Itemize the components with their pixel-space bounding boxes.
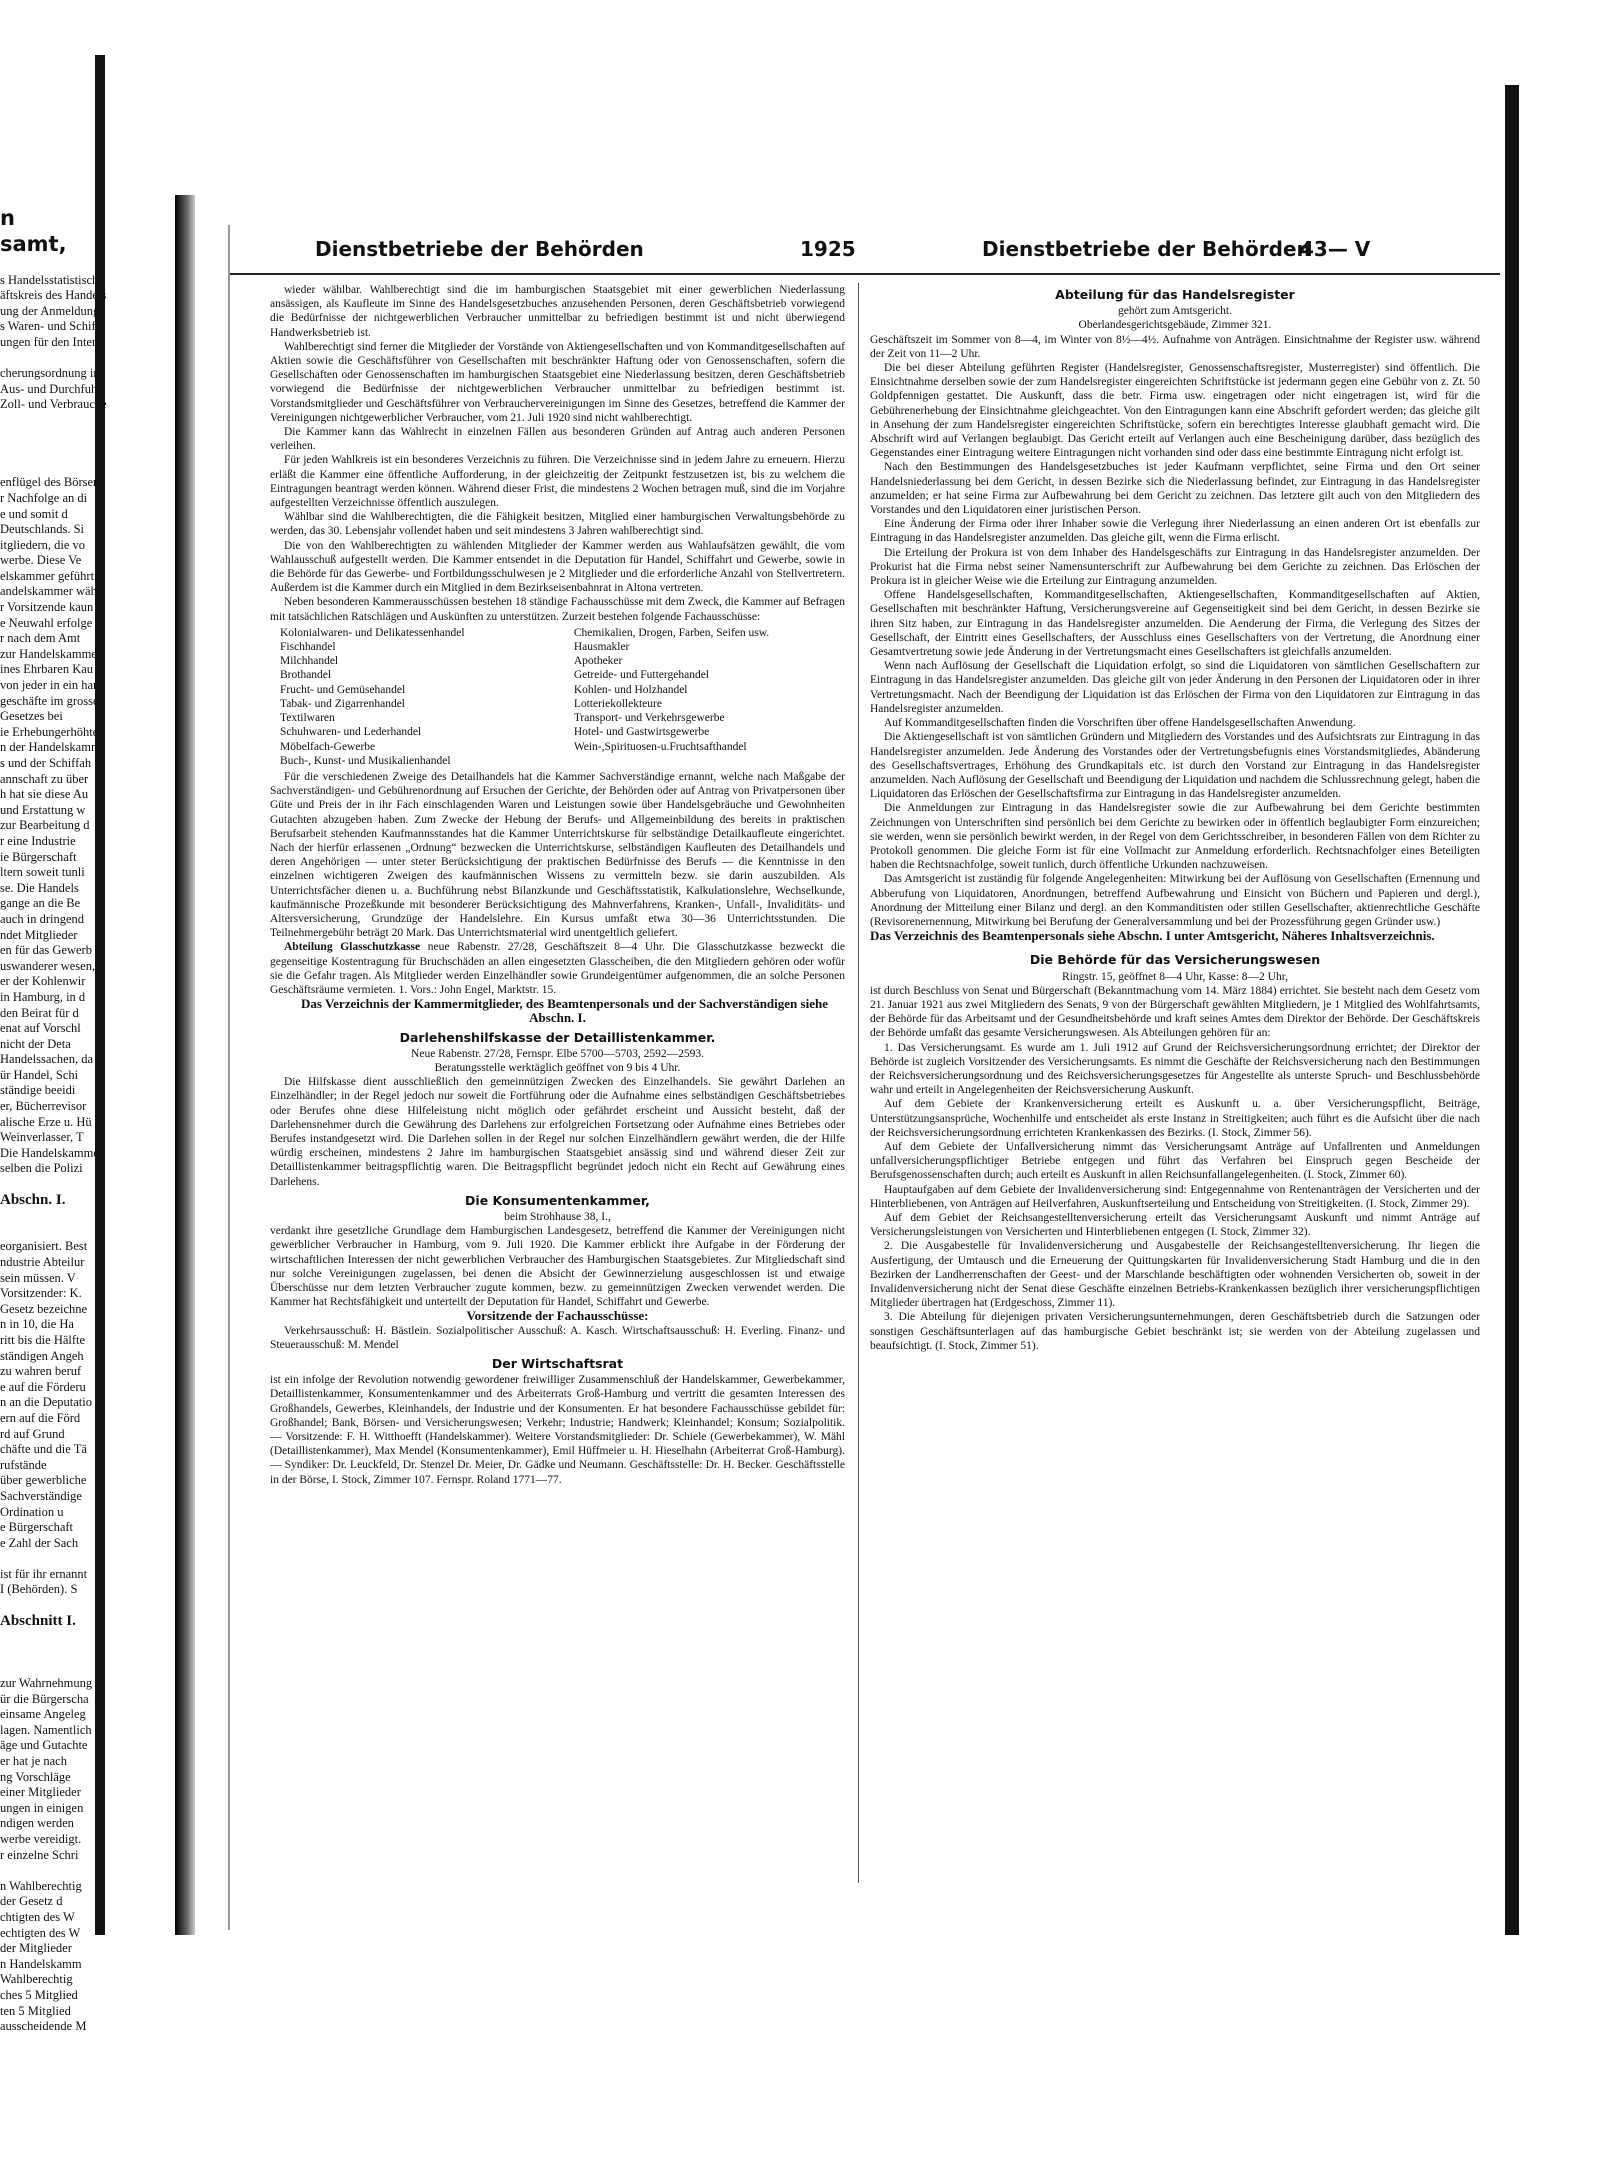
prev-page-line: Zoll- und Verbrauche bbox=[0, 397, 107, 412]
konsum-address: beim Strohhause 38, I., bbox=[504, 1211, 611, 1223]
list-item: Buch-, Kunst- und Musikalienhandel bbox=[280, 754, 451, 767]
prev-page-line: cherungsordnung in bbox=[0, 366, 100, 381]
versicherung-address: Ringstr. 15, geöffnet 8—4 Uhr, Kasse: 8—2 Uhr, bbox=[1062, 970, 1288, 983]
list-item: Transport- und Verkehrsgewerbe bbox=[573, 712, 725, 725]
paragraph: Wählbar sind die Wahlberechtigten, die die Fähigkeit besitzen, Mitglied einer hamburgischen Verwaltungsbehörde zu werden, das 30. Lebensjahr vollendet haben und seit mindestens 3 Jahren wahlberechtigt sind. bbox=[270, 511, 845, 538]
list-item: Getreide- und Futtergehandel bbox=[573, 669, 709, 682]
prev-page-line: se. Die Handels bbox=[0, 880, 79, 895]
handelsregister-title: Abteilung für das Handelsregister bbox=[1055, 287, 1295, 302]
prev-page-line: h hat sie diese Au bbox=[0, 787, 89, 802]
paragraph: Auf dem Gebiete der Unfallversicherung nimmt das Versicherungsamt Anträge auf Unfallrenten und Anmeldungen unfallversicherungspflichtiger Betriebe entgegen und führt das Verfahren bei Einspruch gegen Bescheide der Berufsgenossenschaften durch; auch erteilt es Auskunft in allen Reichsunfallangelegenheiten. (I. Stock, Zimmer 60). bbox=[870, 1140, 1480, 1182]
paragraph: Das Amtsgericht ist zuständig für folgende Angelegenheiten: Mitwirkung bei der Auflösung von Gesellschaften (Ernennung und Abberufung von Liquidatoren, Anordnungen, betreffend Aufbewahrung und Einsicht von Büchern und Papieren und dergl.), Anordnung der Mitteilung einer Bilanz und dergl. an den Kommanditisten oder stillen Gesellschafter, aktienrechtliche Geschäfte (Revisorenernennung, Mitwirkung bei Berufung der Generalversammlung und bei der Prozessführung gegen Gründer usw.) bbox=[870, 873, 1480, 928]
prev-page-line: andelskammer wäh bbox=[0, 584, 97, 599]
prev-page-line: Aus- und Durchfuhr bbox=[0, 381, 102, 396]
paragraph: 1. Das Versicherungsamt. Es wurde am 1. Juli 1912 auf Grund der Reichsversicherungsordnung errichtet; der Direktor der Behörde ist zugleich Vorsitzender des Versicherungsamts. Es nimmt die Geschäfte der Reichsversicherung nach den Bestimmungen der Reichsversicherungsordnung und des Reichsversicherungsgesetzes für Angestellte als unterste Spruch- und Beschlussbehörde wahr und erteilt in Angelegenheiten der Reichsversicherung Auskunft. bbox=[870, 1041, 1480, 1097]
wirtschaftsrat-title: Der Wirtschaftsrat bbox=[491, 1356, 624, 1372]
prev-page-line: er, Bücherrevisor bbox=[0, 1099, 87, 1114]
prev-page-line: en für das Gewerb bbox=[0, 943, 92, 958]
document-page bbox=[228, 225, 1500, 1930]
list-item: Wein-,Spirituosen-u.Fruchtsafthandel bbox=[573, 740, 747, 753]
paragraph: Offene Handelsgesellschaften, Kommanditgesellschaften, Aktiengesellschaften, Kommanditgesellschaften auf Aktien, Gesellschaften mit beschränkter Haftung, Versicherungsvereine auf Gegenseitigkeit sind bei dem Gericht, in dessen Bezirke sie ihren Sitz haben, zur Eintragung in das Handelsregister anzumelden. Die Aenderung der Firma, die Verlegung des Sitzes der Gesellschaft, der Eintritt eines Gesellschafters, der Ausschluss eines Gesellschafters von der Vertretung, die Anordnung einer Gesamtvertretung sowie jede Änderung in der Vertretungsmacht eines Gesellschafters ist gleichfalls anzumelden. bbox=[870, 589, 1480, 659]
prev-page-line: zu wahren beruf bbox=[0, 1364, 82, 1379]
paragraph: 2. Die Ausgabestelle für Invalidenversicherung und Ausgabestelle der Reichsangestelltenversicherung. Ihr liegen die Ausfertigung, der Umtausch und die Erneuerung der Quittungskarten für Invalidenversicherung Stadt Hamburg und die in den Bezirken der Landherrenschaften der Geest- und der Marschlande beschäftigten oder wohnenden Versicherten ob, soweit in der Invalidenversicherung nicht der Senat diese Geschäfte einzelnen Betriebs-Krankenkassen bezüglich ihrer versicherungspflichtigen Mitglieder übertragen hat (Erdgeschoss, Zimmer 11). bbox=[870, 1240, 1480, 1310]
prev-page-line: ines Ehrbaren Kau bbox=[0, 662, 94, 677]
paragraph: Die Kammer kann das Wahlrecht in einzelnen Fällen aus besonderen Gründen auf Antrag auch anderen Personen verleihen. bbox=[270, 426, 845, 453]
prev-page-line: Abschn. I. bbox=[0, 1191, 66, 1208]
vorsitzende-title: Vorsitzende der Fachausschüsse: bbox=[466, 1308, 649, 1324]
prev-page-line: Gesetz bezeichne bbox=[0, 1301, 88, 1316]
paragraph: Auf dem Gebiete der Krankenversicherung erteilt es Auskunft u. a. über Versicherungspflicht, Beiträge, Unterstützungsansprüche, Wochenhilfe und entscheidet als erste Instanz in Streitigkeiten; auch führt es die Aufsicht über die nach der Reichsversicherungsordnung errichteten Krankenkassen des Bezirks. (I. Stock, Zimmer 56). bbox=[870, 1098, 1480, 1139]
paragraph: Die bei dieser Abteilung geführten Register (Handelsregister, Genossenschaftsregister, Musterregister) sind öffentlich. Die Einsichtnahme derselben sowie der zum Handelsregister eingereichten Schriftstücke ist jedermann gegen eine Gebühr von z. Zt. 50 Goldpfennigen gestattet. Die Auskunft, dass die betr. Firma usw. eingetragen oder nicht eingetragen ist, wird für die Gebührenerhebung der Einsichtnahme gleichgeachtet. Von den Eintragungen kann eine Abschrift gefordert werden; das gleiche gilt in Ansehung der zum Handelsregister eingereichten Schriftstücke, sofern ein berechtigtes Interesse glaubhaft gemacht wird. Die Abschrift wird auf Verlangen beglaubigt. Das Gericht erteilt auf Verlangen auch eine Bescheinigung darüber, dass bezüglich des Gegenstandes einer Eintragung weitere Eintragungen nicht vorhanden sind oder dass eine bestimmte Eintragung nicht erfolgt ist. bbox=[870, 362, 1480, 460]
prev-page-line: selben die Polizi bbox=[0, 1161, 83, 1176]
prev-page-line: r Nachfolge an di bbox=[0, 490, 88, 505]
prev-page-line bbox=[0, 1629, 175, 1645]
prev-page-line: der Gesetz d bbox=[0, 1894, 63, 1909]
fachausschuesse-list bbox=[280, 626, 845, 768]
prev-page-line bbox=[0, 413, 175, 429]
list-item: Lotteriekollekteure bbox=[573, 697, 662, 710]
prev-page-line: e Neuwahl erfolge bbox=[0, 615, 93, 630]
prev-page-line: ungen für den Inter bbox=[0, 334, 97, 349]
running-head-year: 1925 bbox=[800, 237, 856, 261]
prev-page-line: Gesetzes bei bbox=[0, 709, 63, 724]
paragraph: 3. Die Abteilung für diejenigen privaten Versicherungsunternehmungen, deren Geschäftsbetrieb durch die Satzungen oder sonstigen Geschäftsunterlagen auf das hamburgische Gebiet beschränkt ist; sie werden von der Abteilung zugelassen und beaufsichtigt. (I. Stock, Zimmer 51). bbox=[870, 1311, 1480, 1352]
prev-page-line: ern auf die Förd bbox=[0, 1410, 81, 1425]
prev-page-line: chäfte und die Tä bbox=[0, 1442, 87, 1457]
versicherung-intro: ist durch Beschluss von Senat und Bürgerschaft (Bekanntmachung vom 14. März 1884) errichtet. Sie besteht nach dem Gesetz vom 21. Januar 1921 aus zwei Mitgliedern des Senats, 9 von der Bürgerschaft gewählten Mitgliedern, je 1 Mitglied des Wohlfahrtsamts, der Behörde für das Arbeitsamt und der Gesundheitsbehörde und kraft seines Amtes dem Direktor der Behörde. Der Geschäftskreis der Behörde umfaßt das gesamte Versicherungswesen. Als Abteilungen gehören für an: bbox=[870, 984, 1480, 1040]
list-item: Hotel- und Gastwirtsgewerbe bbox=[573, 726, 710, 739]
prev-page-line: ie Bürgerschaft bbox=[0, 849, 77, 864]
prev-page-line: gange an die Be bbox=[0, 896, 81, 911]
prev-page-line: itgliedern, die vo bbox=[0, 537, 86, 552]
list-item: Brothandel bbox=[280, 669, 332, 682]
prev-page-line: ständigen Angeh bbox=[0, 1348, 84, 1363]
prev-page-line: ches 5 Mitglied bbox=[0, 1987, 78, 2002]
prev-page-line: e auf die Förderu bbox=[0, 1379, 86, 1394]
prev-page-line: n an die Deputatio bbox=[0, 1395, 92, 1410]
paragraph: Die Aktiengesellschaft ist von sämtlichen Gründern und Mitgliedern des Vorstandes und des Aufsichtsrats zur Eintragung in das Handelsregister anzumelden. Jede Änderung des Vorstandes oder der Vertretungsbefugnis eines Vorstandsmitgliedes, Abänderung des Gesellschaftsvertrages, Erhöhung des Grundkapitals etc. ist durch den Vorstand zur Eintragung in das Handelsregister anzumelden. Nach Auflösung der Gesellschaft und Beendigung der Liquidation und nachdem die Schlussrechnung gelegt, haben die Liquidatoren das Erlöschen der Gesellschaftsfirma zur Eintragung in das Handelsregister anzumelden. bbox=[870, 731, 1480, 801]
handelsregister-hours: Geschäftszeit im Sommer von 8—4, im Winter von 8½—4½. Aufnahme von Anträgen. Einsichtnahme der Register usw. während der Zeit von 11—2 Uhr. bbox=[870, 333, 1480, 360]
prev-page-line bbox=[0, 351, 175, 367]
prev-page-line: r nach dem Amt bbox=[0, 631, 81, 646]
previous-page-fragment bbox=[0, 205, 175, 2034]
right-column bbox=[870, 283, 1480, 1903]
handelsregister-paragraphs bbox=[870, 361, 1480, 929]
list-item: Möbelfach-Gewerbe bbox=[280, 740, 376, 753]
prev-page-line: n Handelskamm bbox=[0, 1956, 82, 1971]
paragraph: Neben besonderen Kammerausschüssen bestehen 18 ständige Fachausschüsse mit dem Zweck, die Kammer auf Befragen mit tatsächlichen Ratschlägen und Auskünften zu unterstützen. Zurzeit bestehen folgende Fachausschüsse: bbox=[270, 596, 845, 623]
sachverstaendige-paragraph bbox=[270, 770, 845, 940]
prev-page-line: r einzelne Schri bbox=[0, 1847, 79, 1862]
paragraph: Nach den Bestimmungen des Handelsgesetzbuches ist jeder Kaufmann verpflichtet, seine Firma und den Ort seiner Handelsniederlassung bei dem Gericht, in dessen Bezirke sich die Niederlassung befindet, zur Eintragung in das Handelsregister anzumelden; er hat seine Firma zur Aufbewahrung bei dem Gericht zu zeichnen. Das letztere gilt auch von den Mitgliedern des Vorstandes und den Liquidatoren einer juristischen Person. bbox=[870, 461, 1480, 517]
prev-page-line: und Erstattung w bbox=[0, 802, 86, 817]
prev-page-line: Deutschlands. Si bbox=[0, 522, 85, 537]
page-number: 43— V bbox=[1300, 237, 1371, 261]
handelsregister-sub1: gehört zum Amtsgericht. bbox=[1117, 305, 1233, 318]
prev-page-line: e Bürgerschaft bbox=[0, 1520, 74, 1535]
prev-page-line: Vorsitzender: K. bbox=[0, 1286, 82, 1301]
list-item: Frucht- und Gemüsehandel bbox=[280, 683, 406, 696]
prev-page-line: Die Handelskamme bbox=[0, 1145, 99, 1160]
prev-page-line bbox=[0, 1660, 175, 1676]
prev-page-line: er der Kohlenwir bbox=[0, 974, 86, 989]
darlehens-address: Neue Rabenstr. 27/28, Fernspr. Elbe 5700—5703, 2592—2593. bbox=[411, 1047, 704, 1060]
prev-page-line: r eine Industrie bbox=[0, 833, 76, 848]
prev-page-line: I (Behörden). S bbox=[0, 1582, 78, 1597]
prev-page-line bbox=[0, 1224, 175, 1240]
prev-page-line: Handelssachen, da bbox=[0, 1052, 94, 1067]
prev-page-line bbox=[0, 460, 175, 476]
prev-page-line: ür Handel, Schi bbox=[0, 1067, 79, 1082]
prev-page-line: s und der Schiffah bbox=[0, 756, 92, 770]
konsum-text: verdankt ihre gesetzliche Grundlage dem Hamburgischen Landesgesetz, betreffend die Kammer der Vereinigungen nicht gewerblicher Verbraucher in Hamburg, vom 9. Juli 1920. Die Kammer erblickt ihre Aufgabe in der Förderung der wirtschaftlichen Interessen der nicht gewerblichen Verbraucher des Hamburgischen Staatsgebietes. Zur Mitgliedschaft sind nur solche Vereinigungen zugelassen, bei denen die Absicht der Gewinnerzielung ausgeschlossen ist und etwaige Überschüsse nur dem letzten Verbraucher zugute kommen, bezw. zu gemeinnützigen Zwecken verwendet werden. Die Kammer hat Rechtsfähigkeit und unterteilt der Deputation für Handel, Schiffahrt und Gewerbe. bbox=[270, 1225, 845, 1309]
prev-page-line: echtigten des W bbox=[0, 1925, 81, 1940]
prev-page-line bbox=[0, 444, 175, 460]
vorsitzende-text: Verkehrsausschuß: H. Bästlein. Sozialpolitischer Ausschuß: A. Kasch. Wirtschaftsausschuß: H. Everling. Finanz- und Steuerausschuß: M. Mendel bbox=[270, 1324, 845, 1351]
list-item: Tabak- und Zigarrenhandel bbox=[280, 697, 406, 710]
list-item: Hausmakler bbox=[573, 641, 630, 654]
prev-page-line: geschäfte im grossen bbox=[0, 693, 105, 708]
paragraph: Auf Kommanditgesellschaften finden die Vorschriften über offene Handelsgesellschaften Anwendung. bbox=[884, 717, 1356, 730]
list-item: Apotheker bbox=[573, 655, 623, 668]
running-head bbox=[230, 225, 1500, 275]
column-separator bbox=[858, 283, 859, 1883]
prev-page-line: über gewerbliche bbox=[0, 1473, 87, 1488]
paragraph: Die Anmeldungen zur Eintragung in das Handelsregister sowie die zur Aufbewahrung bei dem Gerichte bestimmten Zeichnungen von Unterschriften sind persönlich bei dem Gerichte zu bewirken oder in öffentlich beglaubigter Form einzureichen; sie werden, wenn sie persönlich bewirkt werden, in der Regel von dem Gerichtsschreiber, in besonderen Fällen von dem Richter zu Protokoll genommen. Die gleiche Form ist für eine Vollmacht zur Anmeldung erforderlich. Rechtsnachfolger eines Beteiligten haben die Rechtsnachfolge, soweit tunlich, durch öffentliche Urkunden nachzuweisen. bbox=[870, 802, 1480, 872]
list-item: Schuhwaren- und Lederhandel bbox=[280, 726, 422, 739]
prev-page-line: uswanderer wesen, bbox=[0, 958, 96, 973]
darlehens-title: Darlehenshilfskasse der Detaillistenkammer. bbox=[399, 1029, 716, 1045]
prev-page-line: ndet Mitglieder bbox=[0, 927, 78, 942]
konsum-title: Die Konsumentenkammer, bbox=[465, 1192, 650, 1208]
prev-page-line: e und somit d bbox=[0, 506, 68, 521]
prev-page-line bbox=[0, 1551, 175, 1567]
prev-page-line: chtigten des W bbox=[0, 1909, 75, 1924]
prev-page-line: Wahlberechtig bbox=[0, 1972, 73, 1987]
prev-page-line: alische Erze u. Hü bbox=[0, 1114, 92, 1129]
prev-page-line: ng Vorschläge bbox=[0, 1769, 71, 1784]
handelsregister-sub2: Oberlandesgerichtsgebäude, Zimmer 321. bbox=[1078, 319, 1272, 332]
versicherung-title: Die Behörde für das Versicherungswesen bbox=[1029, 952, 1321, 968]
prev-page-line: n in 10, die Ha bbox=[0, 1317, 74, 1332]
prev-page-line: samt, bbox=[0, 232, 67, 256]
prev-page-line: zur Bearbeitung d bbox=[0, 818, 90, 833]
darlehens-text: Die Hilfskasse dient ausschließlich den gemeinnützigen Zwecken des Einzelhandels. Sie gewährt Darlehen an Einzelhändler; in der Regel jedoch nur soweit die Fortführung oder die Aufnahme eines selbständigen Geschäftsbetriebes oder Berufes ohne diese Hilfeleistung nicht möglich oder gefährdet erscheint und Aussicht besteht, daß der Darlehensnehmer durch die Gewährung des Darlehens zur erfolgreichen Fortsetzung oder Aufnahme eines Betriebes oder Berufes instandgesetzt wird. Die Darlehen sollen in der Regel nur solchen Einzelhändlern gewährt werden, die der Hilfe würdig erscheinen, mindestens 2 Jahre im hamburgischen Staatsgebiet ansässig sind und während dieser Zeit zur Detaillistenkammer beitragspflichtig waren. Die Beitragspflicht begründet jedoch nicht ein Recht auf Gewährung eines Darlehens. bbox=[270, 1076, 845, 1188]
glasschutz-text: neue Rabenstr. 27/28, Geschäftszeit 8—4 Uhr. Die Glasschutzkasse bezweckt die gegenseitige Kostentragung für Bruchschäden an allen eingesetzten Glasscheiben, die den Mitgliedern gehören oder wofür sie die Gefahr tragen. Als Mitglieder werden Einzelhändler sowie Grundeigentümer aufgenommen, die an solche Personen Geschäftsräume vermieten. 1. Vors.: John Engel, Marktstr. 15. bbox=[270, 941, 846, 996]
glasschutz-paragraph bbox=[270, 940, 845, 997]
prev-page-line: ungen in einigen bbox=[0, 1800, 84, 1815]
prev-page-line: Weinverlasser, T bbox=[0, 1130, 84, 1145]
prev-page-line: rufstände bbox=[0, 1457, 47, 1472]
paragraph: Für die verschiedenen Zweige des Detailhandels hat die Kammer Sachverständige ernannt, welche nach Maßgabe der Sachverständigen- und Gebührenordnung auf Ersuchen der Gerichte, der Behörden oder auf Antrag von Privatpersonen über Güte und Preis der in ihr Fach einschlagenden Waren und Leistungen sowie über Handelsgebräuche und Gewohnheiten Gutachten abzugeben haben. Zum Zwecke der Hebung der Berufs- und Allgemeinbildung des bereits in praktischen Berufsarbeit stehenden Kaufmannsstandes hat die Kammer Unterrichtskurse für selbständige Detailkaufleute eingerichtet. Nach der hierfür erlassenen „Ordnung“ bezwecken die Unterrichtskurse, selbständigen Kaufleuten des Detailhandels und deren Angehörigen — unter steter Berücksichtigung der praktischen Bedürfnisse des Berufs — die Kenntnisse in den einzelnen wichtigeren Zweigen des kaufmännischen Wissens zu vermitteln bezw. sie darin auszubilden. Als Unterrichtsfächer dienen u. a. Buchführung nebst Bilanzkunde und Geschäftsstatistik, Kalkulationslehre, Wechselkunde, kaufmännische Prozeßkunde mit besonderer Berücksichtigung des Mahnverfahrens, Kranken-, Unfall-, Invaliditäts- und Altersversicherung, Grundzüge der Handelslehre. Ein Kursus umfaßt etwa 30—36 Unterrichtsstunden. Die Teilnehmergebühr beträgt 20 Mark. Das Unterrichtsmaterial wird unentgeltlich geliefert. bbox=[270, 770, 845, 940]
list-item: Kohlen- und Holzhandel bbox=[573, 683, 688, 696]
prev-page-line: e Zahl der Sach bbox=[0, 1535, 79, 1550]
prev-page-line: den Beirat für d bbox=[0, 1005, 79, 1020]
prev-page-line: in Hamburg, in d bbox=[0, 989, 86, 1004]
prev-page-line: rd auf Grund bbox=[0, 1426, 65, 1441]
prev-page-line: n bbox=[0, 206, 15, 230]
prev-page-line bbox=[0, 257, 175, 273]
running-head-right: Dienstbetriebe der Behörden bbox=[982, 237, 1311, 261]
book-spine-shadow bbox=[175, 195, 195, 1935]
prev-page-line: lagen. Namentlich i bbox=[0, 1722, 99, 1737]
paragraph: Eine Änderung der Firma oder ihrer Inhaber sowie die Verlegung ihrer Niederlassung an einen anderen Ort ist ebenfalls zur Eintragung in das Handelsregister anzumelden. Das gleiche gilt, wenn die Firma erlischt. bbox=[870, 518, 1480, 545]
prev-page-line: ndustrie Abteilur bbox=[0, 1255, 85, 1269]
prev-page-line: Ordination u bbox=[0, 1504, 64, 1519]
versicherung-paragraphs bbox=[870, 1041, 1480, 1353]
prev-page-line: einer Mitglieder bbox=[0, 1785, 81, 1800]
list-item: Kolonialwaren- und Delikatessenhandel bbox=[280, 626, 465, 639]
prev-page-line: der Mitglieder bbox=[0, 1941, 72, 1956]
wirtschaftsrat-text: ist ein infolge der Revolution notwendig gewordener freiwilliger Zusammenschluß der Handelskammer, Gewerbekammer, Detaillistenkammer, Konsumentenkammer und des Arbeiterrats Groß-Hamburg und vertritt die gesamten Interessen des Großhandels, Gewerbes, Kleinhandels, der Industrie und der Konsumenten. Er hat besondere Fachausschüsse gebildet für: Großhandel; Bank, Börsen- und Versicherungswesen; Verkehr; Industrie; Handwerk; Kleinhandel; Konsum; Sozialpolitik. — Vorsitzende: F. H. Witthoefft (Handelskammer). Weitere Vorstandsmitglieder: Dr. Schiele (Gewerbekammer), W. Mähl (Detaillistenkammer), Max Mendel (Konsumentenkammer), Emil Hüffmeier u. H. Hieselhahn (Arbeiterrat Groß-Hamburg). — Syndiker: Dr. Leuckfeld, Dr. Stenzel Dr. Meier, Dr. Gädke und Neumann. Geschäftsstelle: Dr. H. Becker. Geschäftsstelle in der Börse, I. Stock, Zimmer 107. Fernspr. Roland 1771—77. bbox=[270, 1374, 845, 1486]
prev-page-line: ie Erhebungerhöhte bbox=[0, 724, 99, 739]
prev-page-line bbox=[0, 1208, 175, 1224]
prev-page-line: n Wahlberechtig bbox=[0, 1878, 82, 1893]
prev-page-line: sein müssen. V bbox=[0, 1270, 76, 1285]
prev-page-line bbox=[0, 1598, 175, 1614]
prev-page-line bbox=[0, 429, 175, 445]
prev-page-line: ür die Bürgerscha bbox=[0, 1691, 89, 1706]
prev-page-line: ist für ihr ernannt bbox=[0, 1566, 88, 1581]
prev-page-line bbox=[0, 1863, 175, 1879]
prev-page-line: annschaft zu über bbox=[0, 771, 89, 786]
prev-page-line: einsame Angeleg bbox=[0, 1707, 86, 1722]
handelsregister-verzeichnis: Das Verzeichnis des Beamtenpersonals siehe Abschn. I unter Amtsgericht, Näheres Inhaltsverzeichnis. bbox=[870, 928, 1435, 944]
left-column bbox=[270, 283, 845, 1903]
prev-page-line: werbe vereidigt. bbox=[0, 1831, 82, 1846]
paragraph: Hauptaufgaben auf dem Gebiete der Invalidenversicherung sind: Entgegennahme von Rentenanträgen der Versicherten und der Hinterbliebenen, von Anträgen auf Heilverfahren, Auskunftserteilung und Entscheidung von Streitigkeiten. (I. Stock, Zimmer 29). bbox=[870, 1183, 1480, 1210]
binder-edge-right bbox=[1505, 85, 1519, 1935]
prev-page-line: werbe. Diese Ve bbox=[0, 553, 82, 568]
running-head-left: Dienstbetriebe der Behörden bbox=[315, 237, 644, 261]
list-item: Textilwaren bbox=[280, 712, 335, 725]
list-item: Chemikalien, Drogen, Farben, Seifen usw. bbox=[573, 626, 770, 639]
prev-page-line: n der Handelskamm bbox=[0, 740, 101, 755]
fachausschuesse-list-a bbox=[280, 626, 551, 768]
prev-page-line: ndigen werden bbox=[0, 1816, 74, 1831]
paragraph: Für jeden Wahlkreis ist ein besonderes Verzeichnis zu führen. Die Verzeichnisse sind in jedem Jahre zu erneuern. Hierzu erläßt die Kammer eine öffentliche Aufforderung, in der gleichzeitig der Zeitpunkt festzusetzen ist, bis zu welchem die Eintragungen beantragt werden können. Während dieser Frist, die mindestens 2 Wochen betragen muß, sind die im Vorjahre aufgestellten Verzeichnisse öffentlich auszulegen. bbox=[270, 454, 845, 510]
prev-page-line: zur Handelskamme bbox=[0, 646, 97, 661]
prev-page-line: ltern soweit tunli bbox=[0, 865, 85, 880]
paragraph: Die von den Wahlberechtigten zu wählenden Mitglieder der Kammer werden aus Wahlaufsätzen gewählt, die vom Wahlausschuß aufgestellt werden. Die Kammer entsendet in die Deputation für Handel, Schiffahrt und Gewerbe, sowie in die Behörde für das Gewerbe- und Fortbildungsschulwesen je 2 Mitglieder und die erforderliche Anzahl von Stellvertretern. Außerdem ist die Kammer durch ein Mitglied in dem Bezirkseisenbahnrat in Altona vertreten. bbox=[270, 539, 845, 595]
paragraph: Wenn nach Auflösung der Gesellschaft die Liquidation erfolgt, so sind die Liquidatoren von sämtlichen Gesellschaftern zur Eintragung in das Handelsregister anzumelden. Das gleiche gilt von jeder Änderung in den Personen der Liquidatoren oder in ihrer Vertretungsmacht. Nach der Beendigung der Liquidation ist das Erlöschen der Firma von den Liquidatoren zur Eintragung in das Handelsregister anzumelden. bbox=[870, 660, 1480, 715]
paragraph: wieder wählbar. Wahlberechtigt sind die im hamburgischen Staatsgebiet mit einer gewerblichen Niederlassung ansässigen, als Kaufleute im Sinne des Handelsgesetzbuches anzusehenden Personen, deren Geschäftsbetrieb vorwiegend die Bedürfnisse der nichtgewerblichen Verbraucher unmittelbar zu befriedigen bestimmt ist und nicht überwiegend Handwerksbetrieb ist. bbox=[270, 284, 845, 339]
prev-page-line: nicht der Deta bbox=[0, 1036, 71, 1051]
list-item: Milchhandel bbox=[280, 655, 339, 668]
prev-page-line: eorganisiert. Best bbox=[0, 1239, 88, 1254]
prev-page-line: zur Wahrnehmung bbox=[0, 1676, 93, 1691]
prev-page-line bbox=[0, 1177, 175, 1193]
prev-page-line: von jeder in ein ham bbox=[0, 678, 103, 693]
prev-page-line: auch in dringend bbox=[0, 911, 85, 926]
prev-page-line: ausscheidende M bbox=[0, 2019, 87, 2034]
left-opening-paragraphs bbox=[270, 283, 845, 624]
prev-page-line: ten 5 Mitglied bbox=[0, 2003, 71, 2018]
prev-page-line: s Waren- und Schiffs bbox=[0, 319, 105, 334]
prev-page-line: äge und Gutachte bbox=[0, 1738, 88, 1753]
verzeichnis-note: Das Verzeichnis der Kammermitglieder, des Beamtenpersonals und der Sachverständigen siehe Abschn. I. bbox=[301, 996, 828, 1026]
prev-page-line: er hat je nach bbox=[0, 1754, 67, 1768]
prev-page-line: Sachverständige bbox=[0, 1488, 82, 1503]
prev-page-line: ständige beeidi bbox=[0, 1083, 76, 1098]
prev-page-line: ritt bis die Hälfte bbox=[0, 1332, 86, 1347]
paragraph: Wahlberechtigt sind ferner die Mitglieder der Vorstände von Aktiengesellschaften und von Kommanditgesellschaften auf Aktien sowie die Geschäftsführer von Gesellschaften mit beschränkter Haftung oder von Genossenschaften, sofern die Gesellschaften oder Genossenschaften im hamburgischen Staatsgebiet eine Niederlassung besitzen, deren Geschäftsbetrieb vorwiegend die Bedürfnisse der nichtgewerblichen Verbraucher unmittelbar zu befriedigen bestimmt ist. Vorstandsmitglieder und Geschäftsführer von Verbrauchervereinigungen im Sinne des Gesetzes, betreffend die Kammer der Vereinigungen nichtgewerblicher Verbraucher, vom 21. Juli 1920 sind nicht wahlberechtigt. bbox=[270, 340, 845, 424]
prev-page-line: enflügel des Börsen bbox=[0, 475, 100, 490]
list-item: Fischhandel bbox=[280, 641, 336, 654]
prev-page-line bbox=[0, 1645, 175, 1661]
prev-page-line: elskammer geführt bbox=[0, 568, 95, 583]
header-rule bbox=[230, 273, 1500, 275]
prev-page-line: ung der Anmeldungs bbox=[0, 303, 105, 318]
prev-page-line: s Handelsstatistisch bbox=[0, 272, 99, 287]
darlehens-hours: Beratungsstelle werktäglich geöffnet von 9 bis 4 Uhr. bbox=[434, 1061, 681, 1074]
glasschutz-title: Abteilung Glasschutzkasse bbox=[284, 941, 421, 954]
prev-page-line: äftskreis des Handels bbox=[0, 288, 107, 303]
prev-page-line: enat auf Vorschl bbox=[0, 1021, 81, 1036]
paragraph: Die Erteilung der Prokura ist von dem Inhaber des Handelsgeschäfts zur Eintragung in das Handelsregister anzumelden. Der Prokurist hat die Firma nebst seiner Namensunterschrift zur Aufbewahrung bei dem Gerichte zu zeichnen. Das Erlöschen der Prokura ist in gleicher Weise wie die Erteilung zur Eintragung anzumelden. bbox=[870, 546, 1480, 588]
paragraph: Auf dem Gebiet der Reichsangestelltenversicherung erteilt das Versicherungsamt Auskunft und nimmt Anträge auf Versicherungsleistungen von Versicherten und Hinterbliebenen entgegen (I. Stock, Zimmer 32). bbox=[870, 1212, 1480, 1239]
fachausschuesse-list-b bbox=[574, 626, 845, 768]
prev-page-line: Abschnitt I. bbox=[0, 1612, 76, 1629]
prev-page-line: r Vorsitzende kaun bbox=[0, 600, 94, 615]
